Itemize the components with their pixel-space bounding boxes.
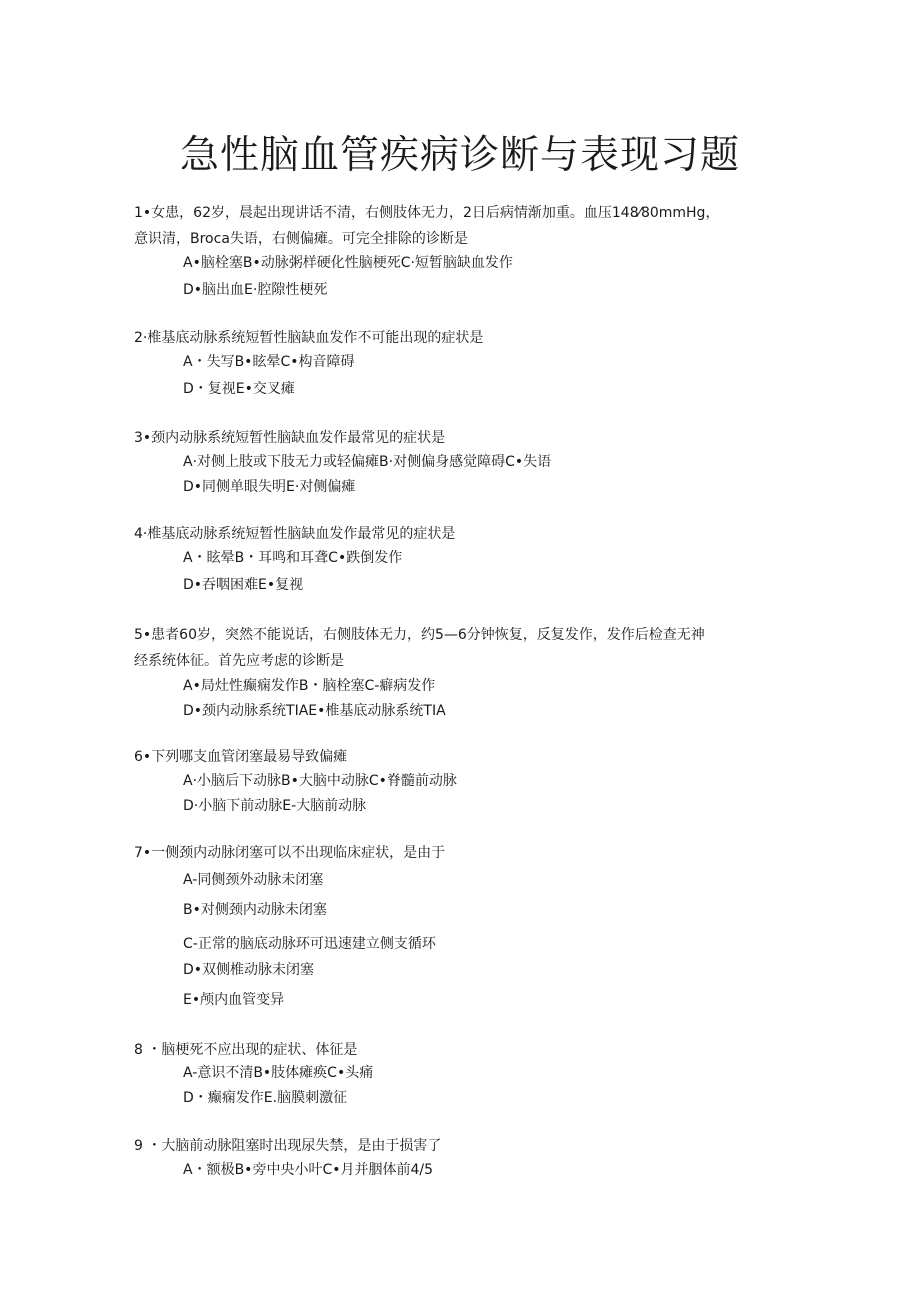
question-2-line-1: 2·椎基底动脉系统短暂性脑缺血发作不可能出现的症状是 [134, 330, 484, 346]
question-7-option-b: B•对侧颈内动脉未闭塞 [183, 902, 327, 918]
question-6-option-line-2: D·小脑下前动脉E-大脑前动脉 [183, 798, 367, 814]
question-8-line-1: 8 ・脑梗死不应出现的症状、体征是 [134, 1042, 358, 1058]
question-6-line-1: 6•下列哪支血管闭塞最易导致偏瘫 [134, 749, 348, 765]
question-7-option-c: C-正常的脑底动脉环可迅速建立侧支循环 [183, 936, 436, 952]
question-6-option-line-1: A·小脑后下动脉B•大脑中动脉C•脊髓前动脉 [183, 773, 457, 789]
question-8-option-line-2: D・癫痫发作E.脑膜刺激征 [183, 1090, 348, 1106]
question-5-line-2: 经系统体征。首先应考虑的诊断是 [134, 653, 344, 669]
question-9-line-1: 9 ・大脑前动脉阻塞时出现尿失禁，是由于损害了 [134, 1138, 442, 1154]
question-4-option-line-2: D•吞咽困难E•复视 [183, 577, 304, 593]
question-5-option-line-2: D•颈内动脉系统TIAE•椎基底动脉系统TIA [183, 703, 446, 719]
question-2-option-line-1: A・失写B•眩晕C•构音障碍 [183, 354, 355, 370]
question-1-line-2: 意识清，Broca失语，右侧偏瘫。可完全排除的诊断是 [134, 231, 468, 247]
question-7-option-e: E•颅内血管变异 [183, 992, 285, 1008]
question-1-option-line-2: D•脑出血E·腔隙性梗死 [183, 282, 328, 298]
question-4-line-1: 4·椎基底动脉系统短暂性脑缺血发作最常见的症状是 [134, 526, 456, 542]
question-4-option-line-1: A・眩晕B・耳鸣和耳聋C•跌倒发作 [183, 550, 403, 566]
question-8-option-line-1: A-意识不清B•肢体瘫痪C•头痛 [183, 1065, 374, 1081]
question-1-line-1: 1•女患，62岁，晨起出现讲话不清，右侧肢体无力，2日后病情渐加重。血压148⁄80mmHg， [134, 205, 720, 221]
question-7-option-a: A-同侧颈外动脉未闭塞 [183, 872, 324, 888]
question-7-line-1: 7•一侧颈内动脉闭塞可以不出现临床症状，是由于 [134, 845, 446, 861]
question-5-line-1: 5•患者60岁，突然不能说话，右侧肢体无力，约5—6分钟恢复，反复发作，发作后检查无神 [134, 627, 705, 643]
question-3-option-line-2: D•同侧单眼失明E·对侧偏瘫 [183, 479, 356, 495]
question-5-option-line-1: A•局灶性癫痫发作B・脑栓塞C-癖病发作 [183, 678, 436, 694]
question-3-option-line-1: A·对侧上肢或下肢无力或轻偏瘫B·对侧偏身感觉障碍C•失语 [183, 454, 552, 470]
question-9-option-line-1: A・额极B•旁中央小叶C•月并胭体前4/5 [183, 1162, 434, 1178]
question-1-option-line-1: A•脑栓塞B•动脉粥样硬化性脑梗死C·短暂脑缺血发作 [183, 255, 513, 271]
question-2-option-line-2: D・复视E•交叉瘫 [183, 381, 295, 397]
document-title: 急性脑血管疾病诊断与表现习题 [179, 133, 740, 178]
question-7-option-d: D•双侧椎动脉未闭塞 [183, 962, 315, 978]
question-3-line-1: 3•颈内动脉系统短暂性脑缺血发作最常见的症状是 [134, 430, 446, 446]
